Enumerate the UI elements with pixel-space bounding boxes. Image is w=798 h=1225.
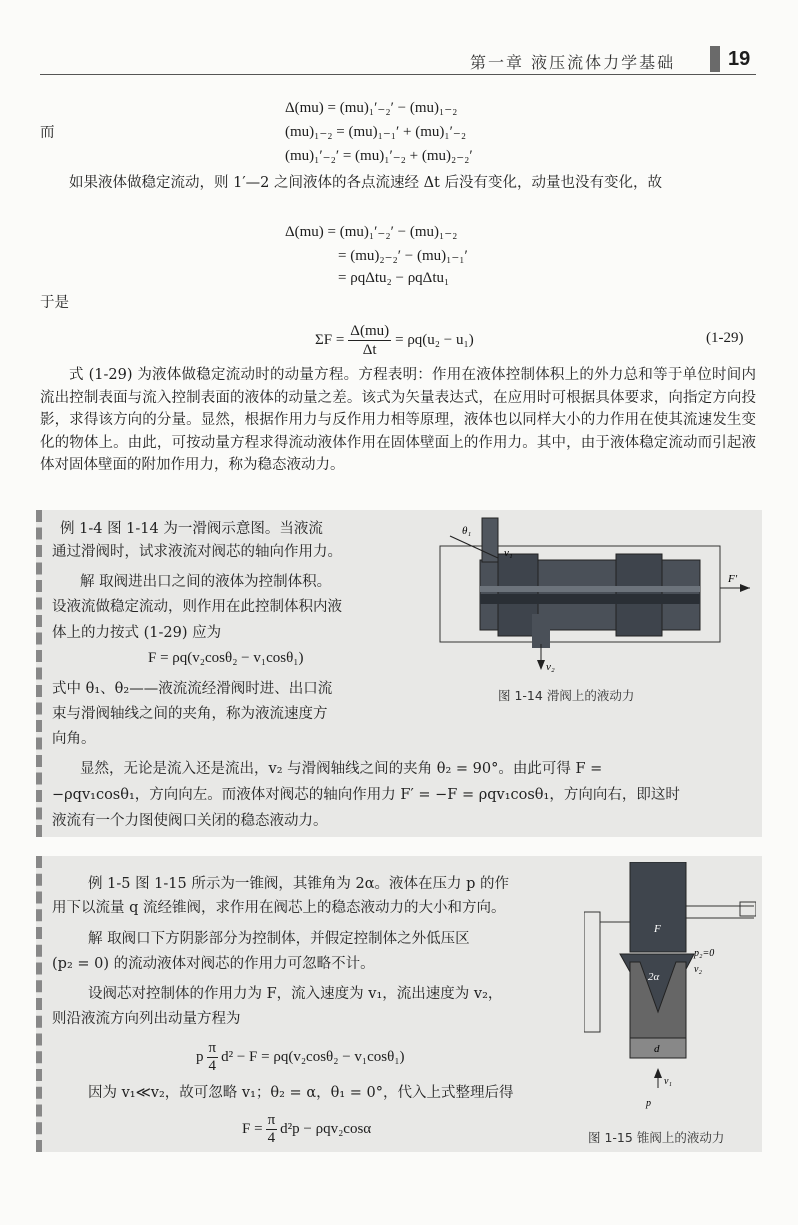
- fig14-fprime-label: F′: [728, 573, 738, 585]
- ex14-line4: 设液流做稳定流动，则作用在此控制体积内液: [52, 599, 342, 615]
- eq-1-29-denominator: Δt: [362, 342, 377, 358]
- eq-1-29-fraction: [348, 322, 391, 359]
- ex15-f1-left: p: [196, 1049, 204, 1065]
- ex15-f1-fraction: [207, 1040, 219, 1075]
- equation-delta-mu: Δ(mu) = (mu)₁′₋₂′ − (mu)₁₋₂: [285, 224, 458, 240]
- figure-1-14-caption: 图 1-14 滑阀上的液动力: [498, 688, 635, 703]
- figure-1-14-spool-valve: [420, 514, 756, 680]
- equation-delta-mu-step3: = ρqΔtu₂ − ρqΔtu₁: [338, 270, 450, 286]
- ex14-line10: −ρqv₁cosθ₁，方向向左。而液体对阀芯的轴向作用力 F′ = −F = ρqv₁cosθ₁，方向向右，即这时: [52, 787, 680, 803]
- figure-1-15-poppet-valve: [584, 862, 756, 1120]
- ex15-f2-right: d²p − ρqv₂cosα: [280, 1121, 372, 1137]
- equation-1-29: [315, 322, 474, 359]
- ex15-line4: (p₂ = 0) 的流动液体对阀芯的作用力可忽略不计。: [52, 956, 375, 972]
- ex14-line11: 液流有一个力图使阀口关闭的稳态液动力。: [52, 813, 328, 829]
- ex15-line6: 则沿液流方向列出动量方程为: [52, 1011, 241, 1027]
- fig14-v1-label: v₁: [504, 547, 513, 559]
- equation-delta-mu-step2: = (mu)₂₋₂′ − (mu)₁₋₁′: [338, 248, 468, 264]
- ex15-f1-right: d² − F = ρq(v₂cosθ₂ − v₁cosθ₁): [221, 1049, 405, 1065]
- ex14-line7: 束与滑阀轴线之间的夹角，称为液流速度方: [52, 706, 328, 722]
- ex14-line3: 解 取阀进出口之间的液体为控制体积。: [80, 574, 332, 590]
- page-tab-marker: [710, 46, 720, 72]
- ex14-formula: F = ρq(v₂cosθ₂ − v₁cosθ₁): [148, 650, 304, 666]
- ex14-line1: 例 1-4 图 1-14 为一滑阀示意图。当液流: [60, 521, 323, 537]
- fig15-p2-label: p₂=0: [694, 948, 715, 959]
- page-number: 19: [728, 48, 751, 70]
- ex14-line8: 向角。: [52, 731, 96, 747]
- ex14-line6: 式中 θ₁、θ₂——液流流经滑阀时进、出口流: [52, 681, 333, 697]
- ex14-line2: 通过滑阀时，试求液流对阀芯的轴向作用力。: [52, 544, 342, 560]
- figure-1-15-caption: 图 1-15 锥阀上的液动力: [588, 1130, 725, 1145]
- ex15-line5: 设阀芯对控制体的作用力为 F，流入速度为 v₁，流出速度为 v₂，: [88, 986, 503, 1002]
- ex15-formula2: [242, 1112, 371, 1147]
- ex15-f2-fraction: [266, 1112, 278, 1147]
- eq-1-29-numerator: Δ(mu): [350, 323, 390, 339]
- paragraph-momentum-equation: 式 (1-29) 为液体做稳定流动时的动量方程。方程表明：作用在液体控制体积上的外力总和等于单位时间内流出控制表面与流入控制表面的液体的动量之差。该式为矢量表达式，在应用时可根据具体要求，向指定方向投影，求得该方向的分量。显然，根据作用力与反作用力相等原理，液体也以同样大小的力作用在使其流速发生变化的物体上。由此，可按动量方程求得流动液体作用在固体壁面上的作用力。其中，由于液体稳定流动而引起液体对固体壁面的附加作用力，称为稳态液动力。: [40, 367, 756, 473]
- ex15-f2-num: π: [267, 1112, 276, 1128]
- ex15-f1-den: 4: [208, 1058, 217, 1074]
- ex15-f1-num: π: [208, 1040, 217, 1056]
- ex15-formula1: [196, 1040, 405, 1075]
- fig15-F-label: F: [654, 923, 661, 935]
- ex15-line1: 例 1-5 图 1-15 所示为一锥阀，其锥角为 2α。液体在压力 p 的作: [88, 876, 509, 892]
- equation-1p-2p: (mu)₁′₋₂′ = (mu)₁′₋₂ + (mu)₂₋₂′: [285, 148, 473, 164]
- fig15-v1-label: v₁: [664, 1076, 672, 1087]
- fig15-2alpha-label: 2α: [648, 971, 660, 983]
- header-rule: [40, 74, 756, 75]
- paragraph-steady-flow: 如果液体做稳定流动，则 1′—2 之间液体的各点流速经 Δt 后没有变化，动量也没有变化，故: [69, 175, 662, 191]
- ex14-line9: 显然，无论是流入还是流出，v₂ 与滑阀轴线之间的夹角 θ₂ = 90°。由此可得 F =: [80, 761, 603, 777]
- fig14-v2-label: v₂: [546, 661, 555, 673]
- fig14-theta1-label: θ₁: [462, 525, 472, 537]
- fig15-v2-label: v₂: [694, 964, 702, 975]
- fig15-d-label: d: [654, 1043, 660, 1055]
- label-yushi: 于是: [40, 295, 69, 311]
- eq-1-29-right: = ρq(u₂ − u₁): [395, 332, 474, 348]
- fig15-p-label: p: [646, 1098, 651, 1109]
- ex15-line7: 因为 v₁≪v₂，故可忽略 v₁；θ₂ = α，θ₁ = 0°，代入上式整理后得: [88, 1085, 514, 1101]
- ex15-line2: 用下以流量 q 流经锥阀，求作用在阀芯上的稳态液动力的大小和方向。: [52, 900, 506, 916]
- label-er: 而: [40, 125, 55, 141]
- ex15-f2-left: F =: [242, 1121, 263, 1137]
- ex14-line5: 体上的力按式 (1-29) 应为: [52, 625, 222, 641]
- equation-momentum-change: Δ(mu) = (mu)₁′₋₂′ − (mu)₁₋₂: [285, 100, 458, 116]
- ex15-f2-den: 4: [267, 1130, 276, 1146]
- running-head: 第一章 液压流体力学基础: [470, 53, 676, 72]
- equation-number-1-29: (1-29): [706, 330, 744, 346]
- eq-1-29-left: ΣF =: [315, 332, 345, 348]
- ex15-line3: 解 取阀口下方阴影部分为控制体，并假定控制体之外低压区: [88, 931, 470, 947]
- equation-1-2: (mu)₁₋₂ = (mu)₁₋₁′ + (mu)₁′₋₂: [285, 124, 467, 140]
